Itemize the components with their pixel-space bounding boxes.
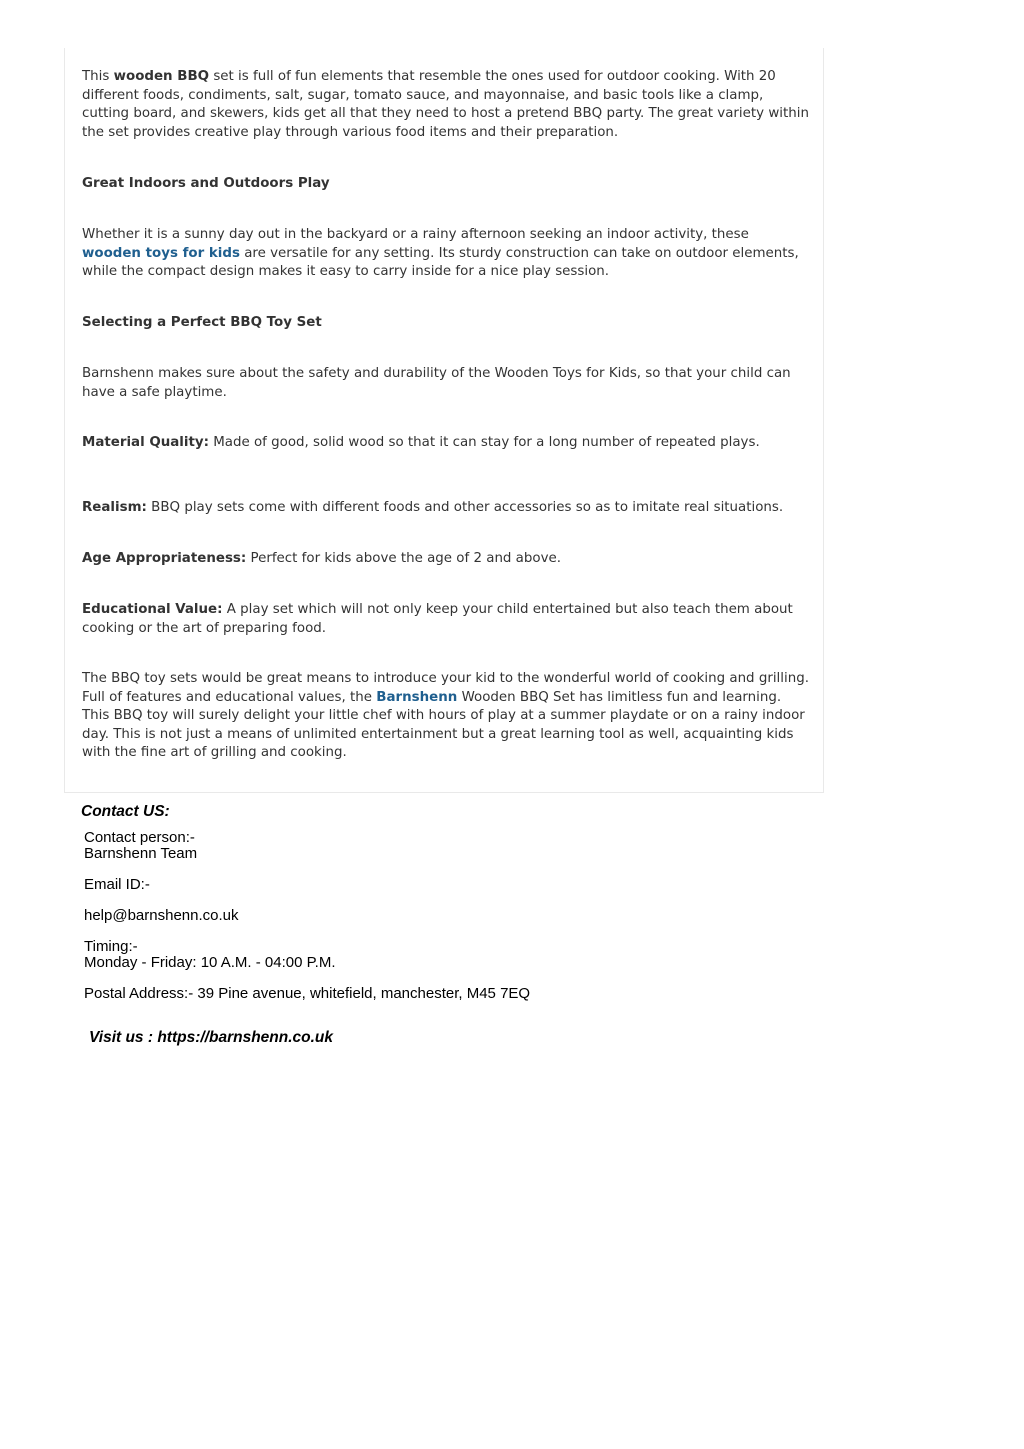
material-quality-label: Material Quality: [82, 435, 209, 450]
intro-bold-wooden-bbq: wooden BBQ [113, 69, 210, 84]
heading-selecting-text: Selecting a Perfect BBQ Toy Set [82, 315, 322, 330]
indoors-text-rest: are versatile for any setting. Its sturdy construction can take on outdoor elements, while the compact design makes it easy to carry inside for a nice play session. [82, 245, 799, 279]
closing-text-rest: Wooden BBQ Set has limitless fun and learning. This BBQ toy will surely delight your little chef with hours of play at a summer playdate or on a rainy indoor day. This is not just a means of unlimited entertainment but a great learning tool as well, acquainting kids with the fine art of grilling and cooking. [82, 689, 805, 760]
visit-us-link[interactable]: Visit us : https://barnshenn.co.uk [89, 1029, 334, 1046]
closing-paragraph [82, 670, 812, 763]
postal-address: Postal Address:- 39 Pine avenue, whitefield, manchester, M45 7EQ [84, 985, 531, 1002]
barnshenn-link[interactable]: Barnshenn [376, 689, 458, 705]
indoors-text-start: Whether it is a sunny day out in the backyard or a rainy afternoon seeking an indoor activity, these [82, 227, 749, 242]
timing-value: Monday - Friday: 10 A.M. - 04:00 P.M. [84, 954, 336, 971]
intro-text-rest: set is full of fun elements that resemble the ones used for outdoor cooking. With 20 different foods, condiments, salt, sugar, tomato sauce, and mayonnaise, and basic tools like a clamp, cutting board, and skewers, kids get all that they need to host a pretend BBQ party. The great variety within the set provides creative play through various food items and their preparation. [82, 69, 809, 140]
heading-selecting [82, 314, 812, 333]
educational-text: A play set which will not only keep your child entertained but also teach them about cooking or the art of preparing food. [82, 602, 793, 636]
age-label: Age Appropriateness: [82, 551, 247, 566]
educational-label: Educational Value: [82, 602, 223, 617]
material-quality-text: Made of good, solid wood so that it can stay for a long number of repeated plays. [208, 435, 760, 450]
safety-paragraph: Barnshenn makes sure about the safety and durability of the Wooden Toys for Kids, so that your child can have a safe playtime. [82, 366, 791, 400]
realism-text: BBQ play sets come with different foods and other accessories so as to imitate real situations. [146, 500, 784, 515]
email-value[interactable]: help@barnshenn.co.uk [84, 907, 239, 924]
contact-heading: Contact US: [81, 803, 170, 820]
realism-item [82, 499, 812, 518]
material-quality-item [82, 434, 812, 453]
intro-text-start: This [82, 69, 114, 84]
closing-text-start: The BBQ toy sets would be great means to introduce your kid to the wonderful world of cooking and grilling. Full of features and educational values, the [82, 671, 809, 705]
age-text: Perfect for kids above the age of 2 and above. [246, 551, 562, 566]
timing-label: Timing:- [84, 938, 138, 955]
realism-label: Realism: [82, 500, 147, 515]
email-label: Email ID:- [84, 876, 150, 893]
age-item [82, 550, 812, 569]
intro-paragraph [82, 68, 812, 142]
indoors-paragraph [82, 226, 812, 282]
heading-indoors-outdoors-text: Great Indoors and Outdoors Play [82, 176, 330, 191]
educational-item [82, 601, 812, 638]
contact-person-label: Contact person:- [84, 829, 195, 846]
heading-indoors-outdoors [82, 175, 812, 194]
wooden-toys-link[interactable]: wooden toys for kids [82, 245, 240, 261]
contact-person-value: Barnshenn Team [84, 845, 198, 862]
